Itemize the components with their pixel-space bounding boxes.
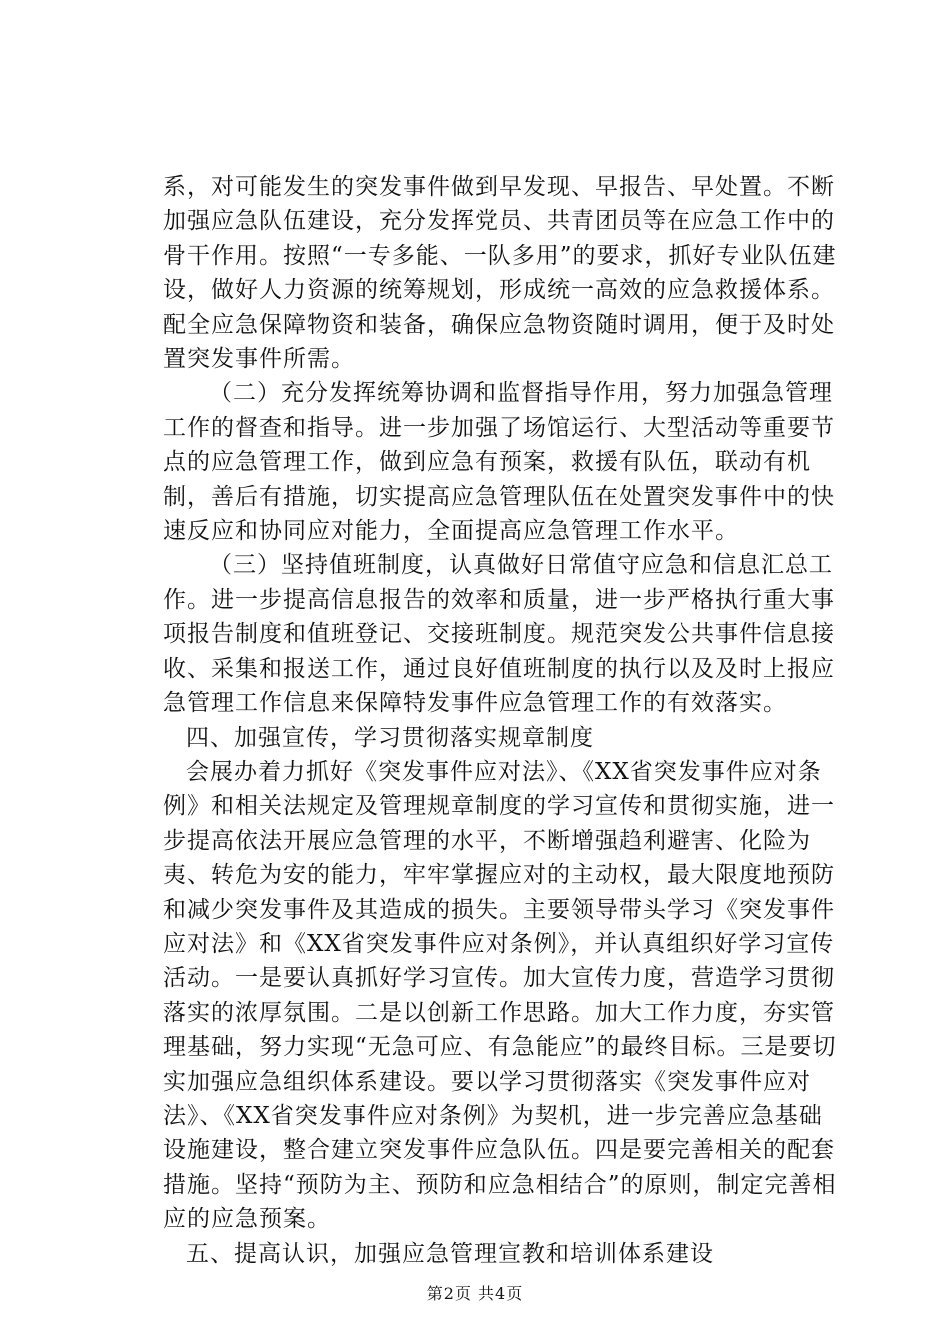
paragraph-section-4-body: 会展办着力抓好《突发事件应对法》、《XX省突发事件应对条例》和相关法规定及管理规章制度的学习宣传和贯彻实施，进一步提高依法开展应急管理的水平，不断增强趋利避害、化险为夷、转危为安的能力，牢牢掌握应对的主动权，最大限度地预防和减少突发事件及其造成的损失。主要领导带头学习《突发事件应对法》和《XX省突发事件应对条例》，并认真组织好学习宣传活动。一是要认真抓好学习宣传。加大宣传力度，营造学习贯彻落实的浓厚氛围。二是以创新工作思路。加大工作力度，夯实管理基础，努力实现“无急可应、有急能应”的最终目标。三是要切实加强应急组织体系建设。要以学习贯彻落实《突发事件应对法》、《XX省突发事件应对条例》为契机，进一步完善应急基础设施建设，整合建立突发事件应急队伍。四是要完善相关的配套措施。坚持“预防为主、预防和应急相结合”的原则，制定完善相应的应急预案。 — [163, 758, 837, 1233]
paragraph-continuation: 系，对可能发生的突发事件做到早发现、早报告、早处置。不断加强应急队伍建设，充分发挥党员、共青团员等在应急工作中的骨干作用。按照“一专多能、一队多用”的要求，抓好专业队伍建设，做好人力资源的统筹规划，形成统一高效的应急救援体系。配全应急保障物资和装备，确保应急物资随时调用，便于及时处置突发事件所需。 — [163, 174, 837, 373]
document-body — [163, 170, 843, 1271]
section-heading-4: 四、加强宣传，学习贯彻落实规章制度 — [186, 724, 594, 751]
paragraph-item-2: （二）充分发挥统筹协调和监督指导作用，努力加强急管理工作的督查和指导。进一步加强了场馆运行、大型活动等重要节点的应急管理工作，做到应急有预案，救援有队伍，联动有机制，善后有措施，切实提高应急管理队伍在处置突发事件中的快速反应和协同应对能力，全面提高应急管理工作水平。 — [163, 380, 835, 545]
section-heading-5: 五、提高认识，加强应急管理宣教和培训体系建设 — [186, 1240, 714, 1267]
page-number-footer: 第2页 共4页 — [426, 1284, 524, 1303]
paragraph-item-3: （三）坚持值班制度，认真做好日常值守应急和信息汇总工作。进一步提高信息报告的效率和质量，进一步严格执行重大事项报告制度和值班登记、交接班制度。规范突发公共事件信息接收、采集和报送工作，通过良好值班制度的执行以及及时上报应急管理工作信息来保障特发事件应急管理工作的有效落实。 — [163, 552, 835, 717]
